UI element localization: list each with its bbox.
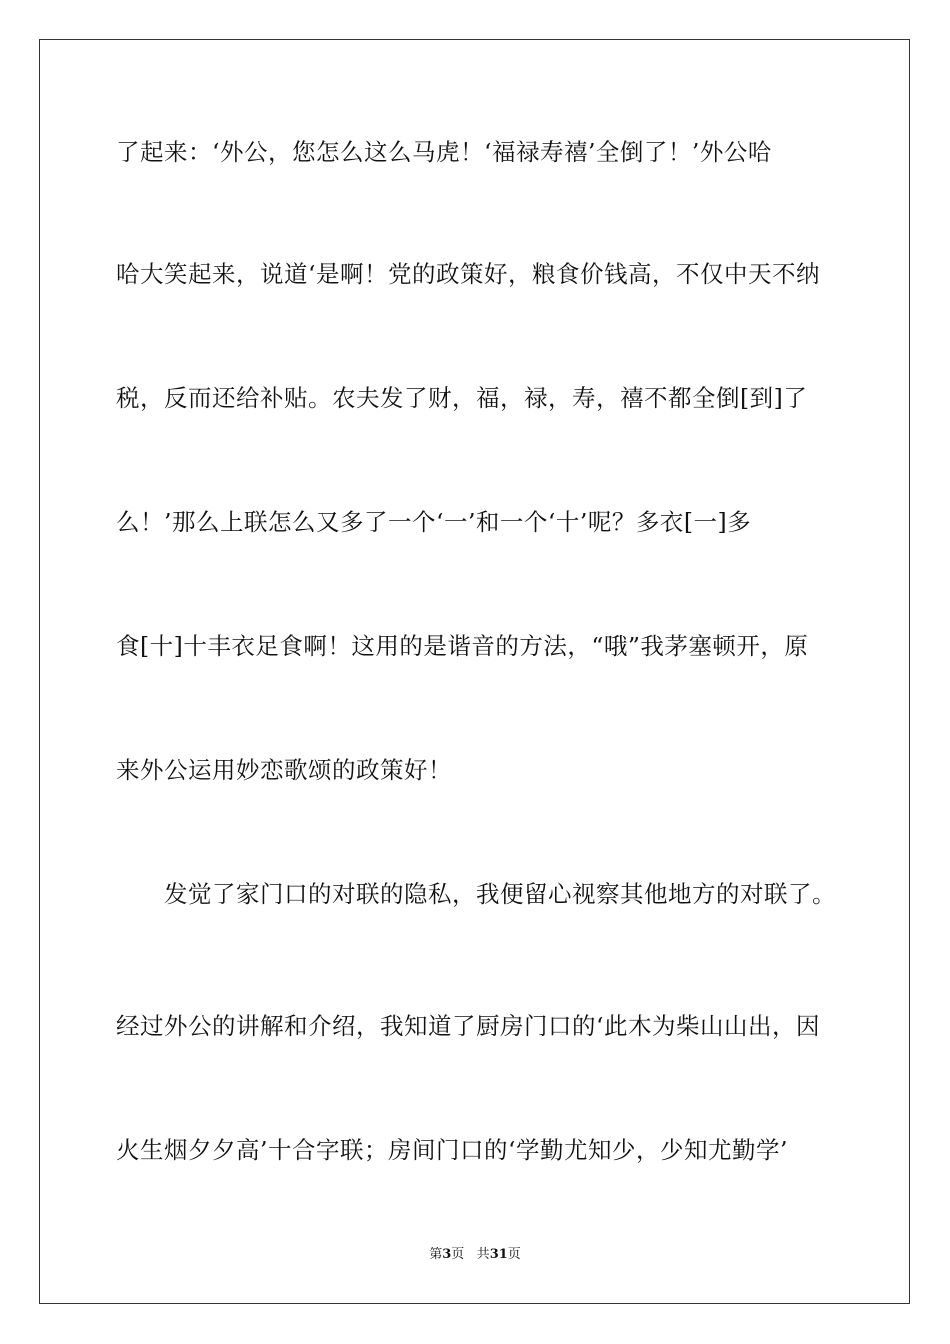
text-line-2: 哈大笑起来，说道‘是啊！党的政策好，粮食价钱高，不仅中天不纳 xyxy=(116,260,820,288)
text-line-3: 税，反而还给补贴。农夫发了财，福，禄，寿，禧不都全倒[到]了 xyxy=(116,384,808,412)
footer-page-prefix: 第 xyxy=(429,1247,443,1262)
footer-total-prefix: 共 xyxy=(476,1247,490,1262)
footer-page-suffix: 页 xyxy=(451,1247,465,1262)
text-line-8: 经过外公的讲解和介绍，我知道了厨房门口的‘此木为柴山山出，因 xyxy=(116,1012,820,1040)
text-line-1: 了起来：‘外公，您怎么这么马虎！‘福禄寿禧’全倒了！’外公哈 xyxy=(116,138,772,166)
text-line-9: 火生烟夕夕高’十合字联；房间门口的‘学勤尤知少，少知尤勤学’ xyxy=(116,1136,788,1164)
footer-page-number: 3 xyxy=(442,1247,452,1262)
page-footer xyxy=(0,1246,950,1264)
text-line-5: 食[十]十丰衣足食啊！这用的是谐音的方法，“哦”我茅塞顿开，原 xyxy=(116,632,809,660)
footer-total-suffix: 页 xyxy=(507,1247,521,1262)
footer-total-pages: 31 xyxy=(489,1247,508,1262)
page-border xyxy=(39,39,910,1304)
text-line-6: 来外公运用妙恋歌颂的政策好！ xyxy=(116,756,452,784)
text-line-4: 么！’那么上联怎么又多了一个‘一’和一个‘十’呢？多衣[一]多 xyxy=(116,508,752,536)
text-line-7: 发觉了家门口的对联的隐私，我便留心视察其他地方的对联了。 xyxy=(116,880,836,908)
